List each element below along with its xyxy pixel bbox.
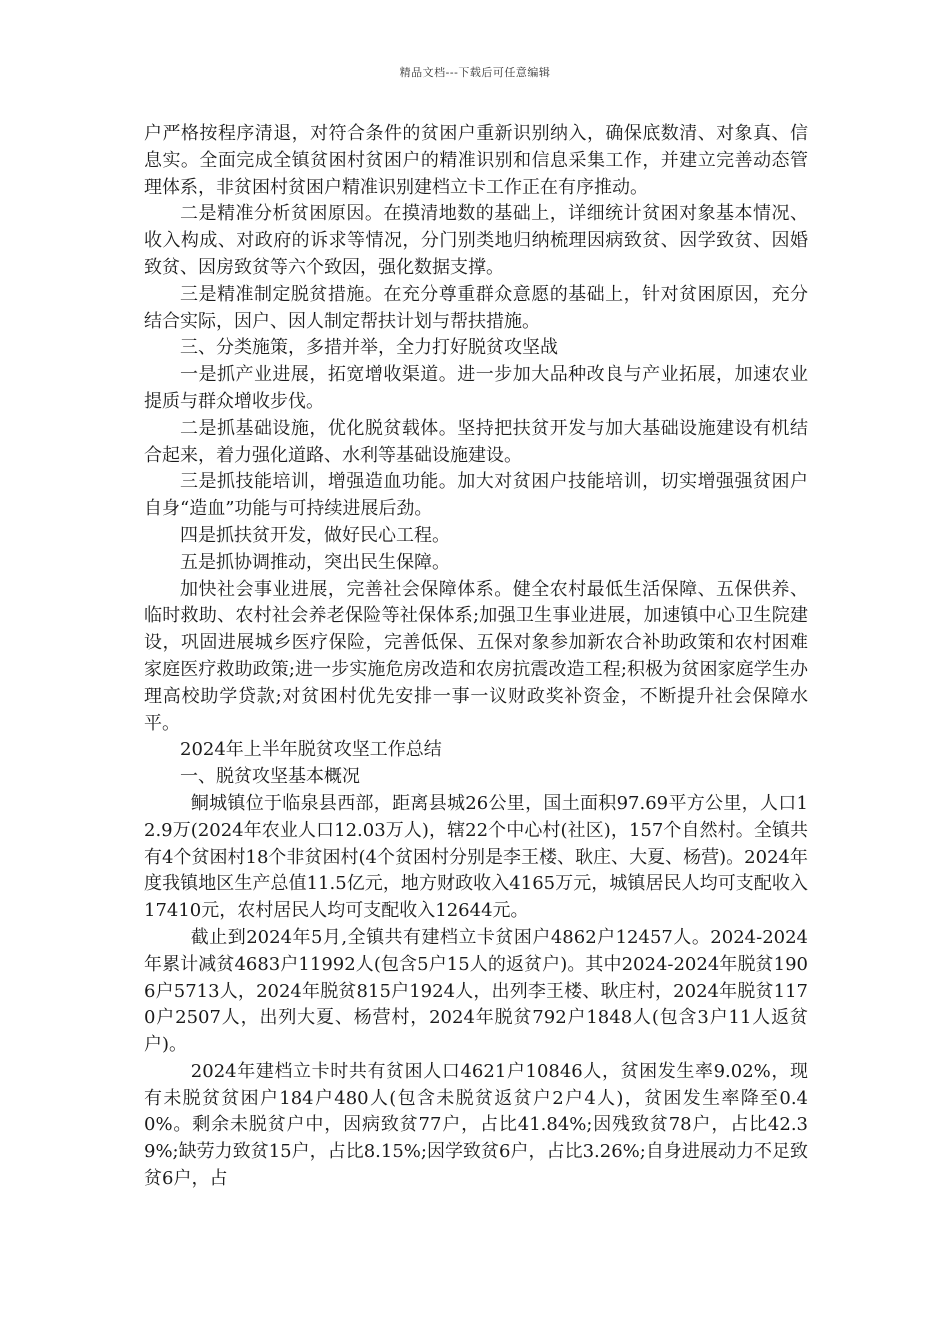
paragraph-8: 四是抓扶贫开发，做好民心工程。	[180, 524, 450, 546]
paragraph-10: 加快社会事业进展，完善社会保障体系。健全农村最低生活保障、五保供养、临时救助、农村社会养老保险等社保体系;加强卫生事业进展，加速镇中心卫生院建设，巩固进展城乡医疗保险，完善低保、五保对象参加新农合补助政策和农村困难家庭医疗救助政策;进一步实施危房改造和农房抗震改造工程;积极为贫困家庭学生办理高校助学贷款;对贫困村优先安排一事一议财政奖补资金，不断提升社会保障水平。	[144, 578, 808, 734]
paragraph-14: 截止到2024年5月,全镇共有建档立卡贫困户4862户12457人。2024-2024年累计减贫4683户11992人(包含5户15人的返贫户)。其中2024-2024年脱贫1906户5713人，2024年脱贫815户1924人，出列李王楼、耿庄村，2024年脱贫1170户2507人，出列大夏、杨营村，2024年脱贫792户1848人(包含3户11人返贫户)。	[144, 926, 808, 1056]
section-heading-3: 三、分类施策，多措并举，全力打好脱贫攻坚战	[180, 337, 558, 359]
page-header: 精品文档---下载后可任意编辑	[399, 66, 551, 79]
paragraph-3: 三是精准制定脱贫措施。在充分尊重群众意愿的基础上，针对贫困原因，充分结合实际，因户、因人制定帮扶计划与帮扶措施。	[144, 283, 808, 332]
paragraph-15: 2024年建档立卡时共有贫困人口4621户10846人，贫困发生率9.02%，现有未脱贫贫困户184户480人(包含未脱贫返贫户2户4人)，贫困发生率降至0.40%。剩余未脱贫户中，因病致贫77户，占比41.84%;因残致贫78户，占比42.39%;缺劳力致贫15户，占比8.15%;因学致贫6户，占比3.26%;自身进展动力不足致贫6户，占	[144, 1060, 808, 1190]
paragraph-7: 三是抓技能培训，增强造血功能。加大对贫困户技能培训，切实增强强贫困户自身“造血”功能与可持续进展后劲。	[144, 471, 808, 520]
paragraph-9: 五是抓协调推动，突出民生保障。	[180, 551, 450, 573]
paragraph-1: 户严格按程序清退，对符合条件的贫困户重新识别纳入，确保底数清、对象真、信息实。全面完成全镇贫困村贫困户的精准识别和信息采集工作，并建立完善动态管理体系，非贫困村贫困户精准识别建档立卡工作正在有序推动。	[144, 123, 808, 198]
paragraph-6: 二是抓基础设施，优化脱贫载体。坚持把扶贫开发与加大基础设施建设有机结合起来，着力强化道路、水利等基础设施建设。	[144, 417, 808, 466]
document-title: 2024年上半年脱贫攻坚工作总结	[180, 739, 442, 761]
document-body	[144, 121, 808, 1193]
section-heading-1: 一、脱贫攻坚基本概况	[180, 766, 360, 788]
paragraph-13: 鲖城镇位于临泉县西部，距离县城26公里，国土面积97.69平方公里，人口12.9万(2024年农业人口12.03万人)，辖22个中心村(社区)，157个自然村。全镇共有4个贫困村18个非贫困村(4个贫困村分别是李王楼、耿庄、大夏、杨营)。2024年度我镇地区生产总值11.5亿元，地方财政收入4165万元，城镇居民人均可支配收入17410元，农村居民人均可支配收入12644元。	[144, 792, 808, 922]
paragraph-5: 一是抓产业进展，拓宽增收渠道。进一步加大品种改良与产业拓展，加速农业提质与群众增收步伐。	[144, 364, 808, 412]
paragraph-2: 二是精准分析贫困原因。在摸清地数的基础上，详细统计贫困对象基本情况、收入构成、对政府的诉求等情况，分门别类地归纳梳理因病致贫、因学致贫、因婚致贫、因房致贫等六个致因，强化数据支撑。	[144, 203, 808, 278]
